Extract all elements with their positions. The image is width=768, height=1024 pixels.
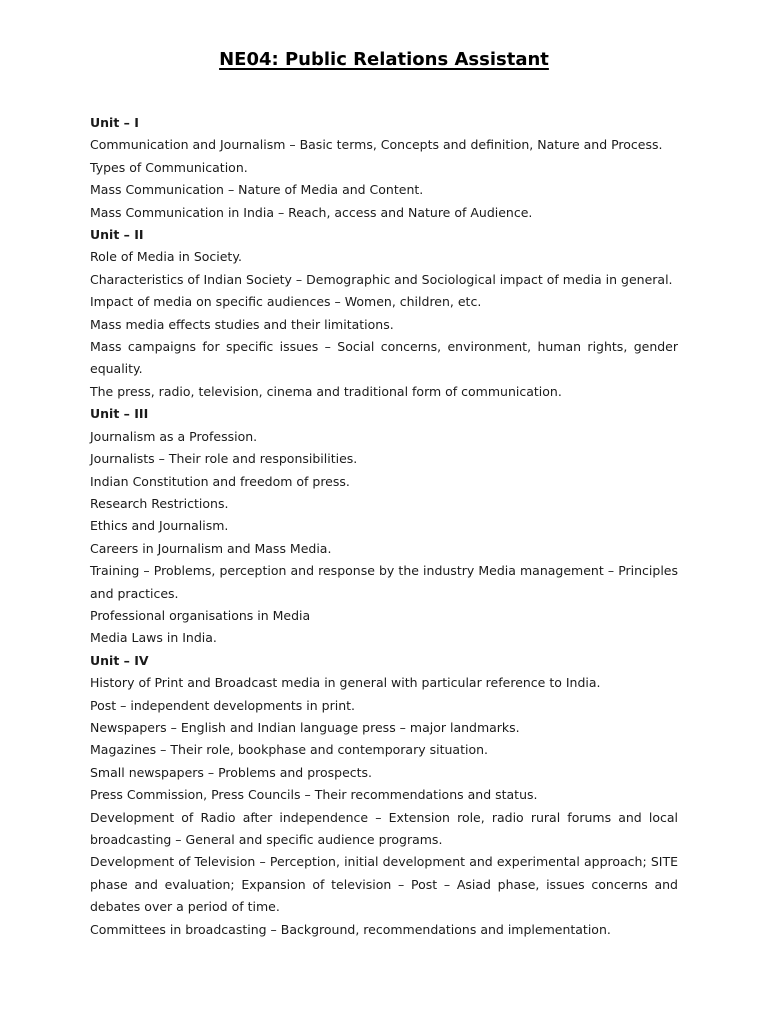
syllabus-item: Small newspapers – Problems and prospects.	[90, 764, 373, 780]
syllabus-item: Characteristics of Indian Society – Demographic and Sociological impact of media in general.	[90, 271, 673, 287]
syllabus-item: Impact of media on specific audiences – Women, children, etc.	[90, 294, 482, 310]
syllabus-item: Mass Communication – Nature of Media and Content.	[90, 182, 424, 198]
syllabus-item: Committees in broadcasting – Background, recommendations and implementation.	[90, 921, 611, 937]
syllabus-item: Careers in Journalism and Mass Media.	[90, 540, 332, 556]
syllabus-item: Press Commission, Press Councils – Their recommendations and status.	[90, 787, 538, 803]
syllabus-item: Professional organisations in Media	[90, 607, 311, 623]
syllabus-item: Newspapers – English and Indian language press – major landmarks.	[90, 719, 520, 735]
syllabus-item: Communication and Journalism – Basic terms, Concepts and definition, Nature and Process.	[90, 137, 663, 153]
unit-heading: Unit – I	[90, 115, 139, 130]
document-title-text: NE04: Public Relations Assistant	[219, 49, 549, 70]
syllabus-item: Post – independent developments in print.	[90, 697, 355, 713]
syllabus-item: Mass campaigns for specific issues – Social concerns, environment, human rights, gender equality.	[90, 339, 678, 377]
syllabus-item: Journalists – Their role and responsibilities.	[90, 451, 358, 467]
syllabus-item: History of Print and Broadcast media in general with particular reference to India.	[90, 675, 601, 691]
unit-heading: Unit – IV	[90, 652, 149, 668]
syllabus-item: Training – Problems, perception and response by the industry Media management – Principles and practices.	[90, 563, 678, 601]
syllabus-item: Development of Television – Perception, initial development and experimental approach; SITE phase and evaluation; Expansion of television – Post – Asiad phase, issues concerns and debates over a period of time.	[90, 854, 678, 915]
document-title	[0, 46, 768, 74]
syllabus-item: Journalism as a Profession.	[90, 428, 258, 444]
syllabus-item: Mass Communication in India – Reach, access and Nature of Audience.	[90, 204, 533, 220]
syllabus-item: Indian Constitution and freedom of press.	[90, 473, 350, 489]
syllabus-item: Ethics and Journalism.	[90, 518, 229, 534]
unit-heading: Unit – III	[90, 406, 149, 422]
syllabus-item: Magazines – Their role, bookphase and contemporary situation.	[90, 742, 488, 758]
syllabus-item: Media Laws in India.	[90, 630, 217, 646]
syllabus-item: Mass media effects studies and their limitations.	[90, 316, 394, 332]
syllabus-item: Role of Media in Society.	[90, 249, 242, 265]
syllabus-item: Development of Radio after independence – Extension role, radio rural forums and local broadcasting – General and specific audience programs.	[90, 809, 678, 847]
syllabus-item: Research Restrictions.	[90, 495, 229, 511]
syllabus-item: The press, radio, television, cinema and traditional form of communication.	[90, 383, 562, 399]
unit-heading: Unit – II	[90, 227, 144, 243]
document-body	[90, 112, 678, 941]
syllabus-item: Types of Communication.	[90, 159, 248, 175]
